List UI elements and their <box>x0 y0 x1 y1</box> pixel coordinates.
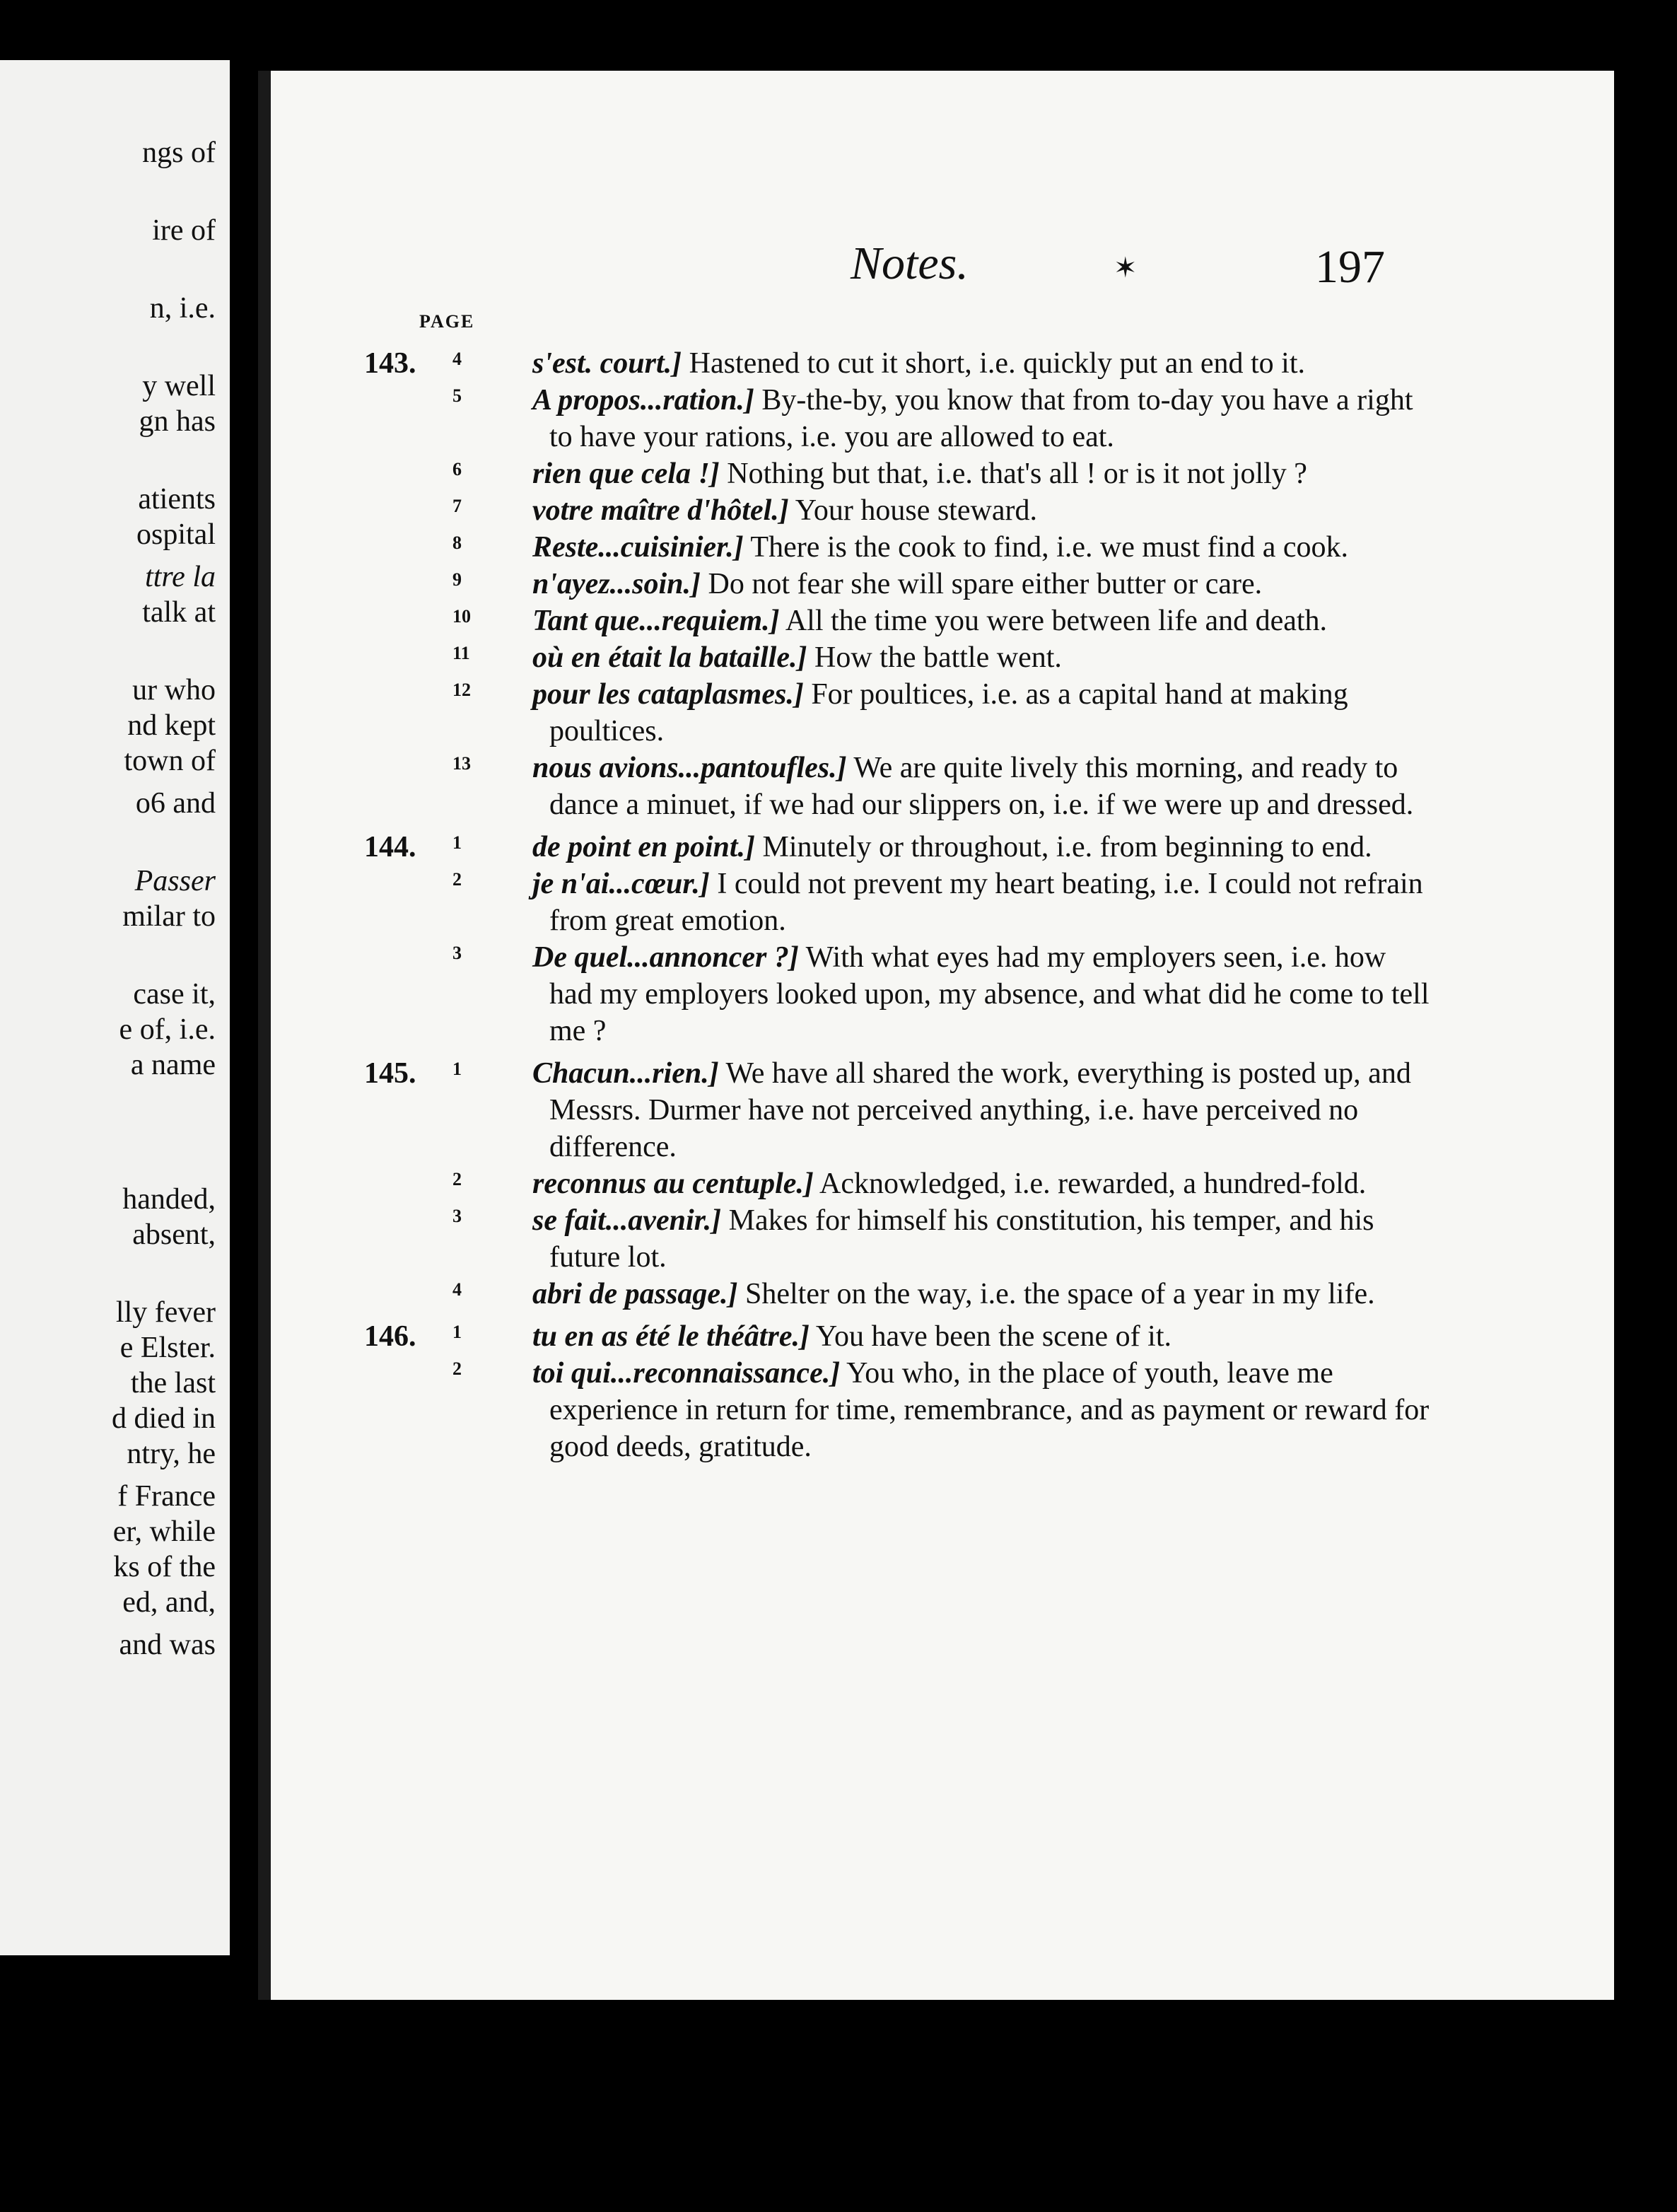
note-line-number: 11 <box>452 643 470 663</box>
note-translation: Hastened to cut it short, i.e. quickly put an end to it. <box>682 347 1306 380</box>
left-page-fragment: town of <box>124 745 216 777</box>
note-line-number: 6 <box>452 459 462 479</box>
note-line-number: 2 <box>452 869 462 890</box>
note-entry <box>364 345 1432 382</box>
note-translation: Shelter on the way, i.e. the space of a year in my life. <box>737 1278 1375 1310</box>
note-translation: Nothing but that, i.e. that's all ! or is it not jolly ? <box>719 458 1307 490</box>
note-entry <box>364 866 1432 939</box>
note-body <box>532 939 1432 1049</box>
note-entry <box>364 1276 1432 1312</box>
page-column-label: PAGE <box>419 311 475 332</box>
note-line-number: 3 <box>452 1206 462 1226</box>
note-body <box>532 603 1432 639</box>
left-page-fragment: y well <box>142 370 216 402</box>
note-page-number: 145. <box>364 1057 416 1090</box>
note-term: de point en point.] <box>532 831 756 863</box>
left-page-fragment: milar to <box>122 900 216 933</box>
note-entry <box>364 1318 1432 1355</box>
left-page-fragment: e Elster. <box>119 1332 216 1364</box>
note-body <box>532 676 1432 750</box>
note-line-number: 4 <box>452 349 462 369</box>
note-body <box>532 1355 1432 1465</box>
note-entry <box>364 829 1432 866</box>
note-term: tu en as été le théâtre.] <box>532 1320 810 1353</box>
left-page-fragment: f France <box>117 1480 216 1513</box>
note-translation: Do not fear she will spare either butter or care. <box>701 568 1263 600</box>
left-page-fragment: a name <box>130 1049 216 1081</box>
note-line-number: 1 <box>452 832 462 853</box>
left-page-fragment: nd kept <box>127 709 216 742</box>
note-translation: You have been the scene of it. <box>809 1320 1171 1353</box>
note-term: nous avions...pantoufles.] <box>532 752 847 784</box>
note-body <box>532 866 1432 939</box>
left-page-fragment: ed, and, <box>122 1586 216 1619</box>
left-page-fragment: talk at <box>142 596 216 629</box>
left-page-fragment: er, while <box>112 1515 216 1548</box>
left-page-fragment: ks of the <box>113 1551 216 1583</box>
note-body <box>532 345 1432 382</box>
note-entry <box>364 676 1432 750</box>
note-body <box>532 1055 1432 1165</box>
note-body <box>532 529 1432 566</box>
note-body <box>532 1318 1432 1355</box>
note-translation: Minutely or throughout, i.e. from beginning to end. <box>755 831 1372 863</box>
page-number: 197 <box>1315 241 1385 293</box>
note-translation: You who, in the place of youth, leave me experience in return for time, remembrance, and as payment or reward for good deeds, gratitude. <box>549 1357 1430 1463</box>
note-translation: By-the-by, you know that from to-day you have a right to have your rations, i.e. you are allowed to eat. <box>549 384 1413 453</box>
note-body <box>532 492 1432 529</box>
note-entry <box>364 492 1432 529</box>
note-body <box>532 455 1432 492</box>
note-line-number: 12 <box>452 680 471 700</box>
note-term: rien que cela !] <box>532 458 720 490</box>
note-term: s'est. court.] <box>532 347 682 380</box>
note-translation: There is the cook to find, i.e. we must find a cook. <box>743 531 1349 564</box>
note-line-number: 2 <box>452 1169 462 1189</box>
note-term: pour les cataplasmes.] <box>532 678 804 711</box>
note-page-number: 146. <box>364 1320 416 1353</box>
note-entry <box>364 939 1432 1049</box>
right-page <box>258 71 1614 2000</box>
left-page-fragment: handed, <box>122 1183 216 1216</box>
left-page-fragment: ngs of <box>142 136 216 169</box>
note-line-number: 10 <box>452 606 471 627</box>
note-entry <box>364 566 1432 603</box>
note-translation: All the time you were between life and death. <box>779 605 1328 637</box>
note-translation: Makes for himself his constitution, his temper, and his future lot. <box>549 1204 1374 1274</box>
left-page-fragment: n, i.e. <box>149 292 216 325</box>
note-body <box>532 750 1432 823</box>
note-term: toi qui...reconnaissance.] <box>532 1357 841 1390</box>
note-line-number: 3 <box>452 943 462 963</box>
note-body <box>532 639 1432 676</box>
note-line-number: 1 <box>452 1322 462 1342</box>
note-body <box>532 1202 1432 1276</box>
note-line-number: 2 <box>452 1358 462 1379</box>
note-translation: Your house steward. <box>788 494 1037 527</box>
left-page-fragment: ntry, he <box>127 1438 216 1470</box>
left-page-fragment: e of, i.e. <box>119 1013 216 1046</box>
note-entry <box>364 1202 1432 1276</box>
running-header: Notes. <box>851 238 969 289</box>
printer-mark-icon: ✶ <box>1114 252 1138 284</box>
left-page <box>0 60 230 1955</box>
note-entry <box>364 1165 1432 1202</box>
note-term: reconnus au centuple.] <box>532 1168 814 1200</box>
note-body <box>532 1276 1432 1312</box>
note-body <box>532 829 1432 866</box>
note-term: votre maître d'hôtel.] <box>532 494 789 527</box>
note-term: Chacun...rien.] <box>532 1057 719 1090</box>
left-page-fragment: d died in <box>112 1402 216 1435</box>
note-translation: Acknowledged, i.e. rewarded, a hundred-fold. <box>813 1168 1367 1200</box>
note-term: Reste...cuisinier.] <box>532 531 744 564</box>
note-term: se fait...avenir.] <box>532 1204 722 1237</box>
note-line-number: 1 <box>452 1059 462 1079</box>
note-entry <box>364 382 1432 455</box>
left-page-fragment: lly fever <box>115 1296 216 1329</box>
left-page-fragment: gn has <box>139 405 216 438</box>
left-page-fragment: atients <box>138 483 216 516</box>
note-line-number: 7 <box>452 496 462 516</box>
note-body <box>532 566 1432 603</box>
note-line-number: 5 <box>452 385 462 406</box>
note-entry <box>364 455 1432 492</box>
page-gutter-shadow <box>258 71 271 2000</box>
note-line-number: 8 <box>452 532 462 553</box>
note-entry <box>364 529 1432 566</box>
note-translation: How the battle went. <box>807 641 1062 674</box>
left-page-fragment: ire of <box>152 214 216 247</box>
note-term: A propos...ration.] <box>532 384 754 417</box>
left-page-fragment: ur who <box>132 674 216 706</box>
note-term: Tant que...requiem.] <box>532 605 780 637</box>
note-body <box>532 1165 1432 1202</box>
note-translation: We have all shared the work, everything is posted up, and Messrs. Durmer have not perceived anything, i.e. have perceived no difference. <box>549 1057 1411 1163</box>
note-entry <box>364 639 1432 676</box>
note-translation: For poultices, i.e. as a capital hand at making poultices. <box>549 678 1348 747</box>
note-entry <box>364 1055 1432 1165</box>
note-entry <box>364 603 1432 639</box>
left-page-fragment: Passer <box>134 865 216 897</box>
note-term: abri de passage.] <box>532 1278 738 1310</box>
left-page-fragment: and was <box>119 1629 216 1661</box>
note-term: où en était la bataille.] <box>532 641 807 674</box>
left-page-fragment: case it, <box>133 978 216 1011</box>
note-term: De quel...annoncer ?] <box>532 941 799 974</box>
note-translation: I could not prevent my heart beating, i.e. I could not refrain from great emotion. <box>549 868 1423 937</box>
left-page-fragment: o6 and <box>135 787 216 820</box>
note-translation: We are quite lively this morning, and ready to dance a minuet, if we had our slippers on, i.e. if we were up and dressed. <box>549 752 1414 821</box>
left-page-fragment: ospital <box>136 518 216 551</box>
note-entry <box>364 750 1432 823</box>
note-term: je n'ai...cœur.] <box>532 868 710 900</box>
note-translation: With what eyes had my employers seen, i.e. how had my employers looked upon, my absence, and what did he come to tell me ? <box>549 941 1430 1047</box>
left-page-fragment: the last <box>130 1367 216 1399</box>
note-entry <box>364 1355 1432 1465</box>
note-line-number: 4 <box>452 1279 462 1300</box>
note-term: n'ayez...soin.] <box>532 568 701 600</box>
note-line-number: 13 <box>452 753 471 774</box>
notes-list <box>364 339 1432 1465</box>
note-line-number: 9 <box>452 569 462 590</box>
left-page-fragment: ttre la <box>145 561 216 593</box>
left-page-fragment: absent, <box>132 1218 216 1251</box>
note-page-number: 143. <box>364 347 416 380</box>
note-page-number: 144. <box>364 831 416 863</box>
note-body <box>532 382 1432 455</box>
